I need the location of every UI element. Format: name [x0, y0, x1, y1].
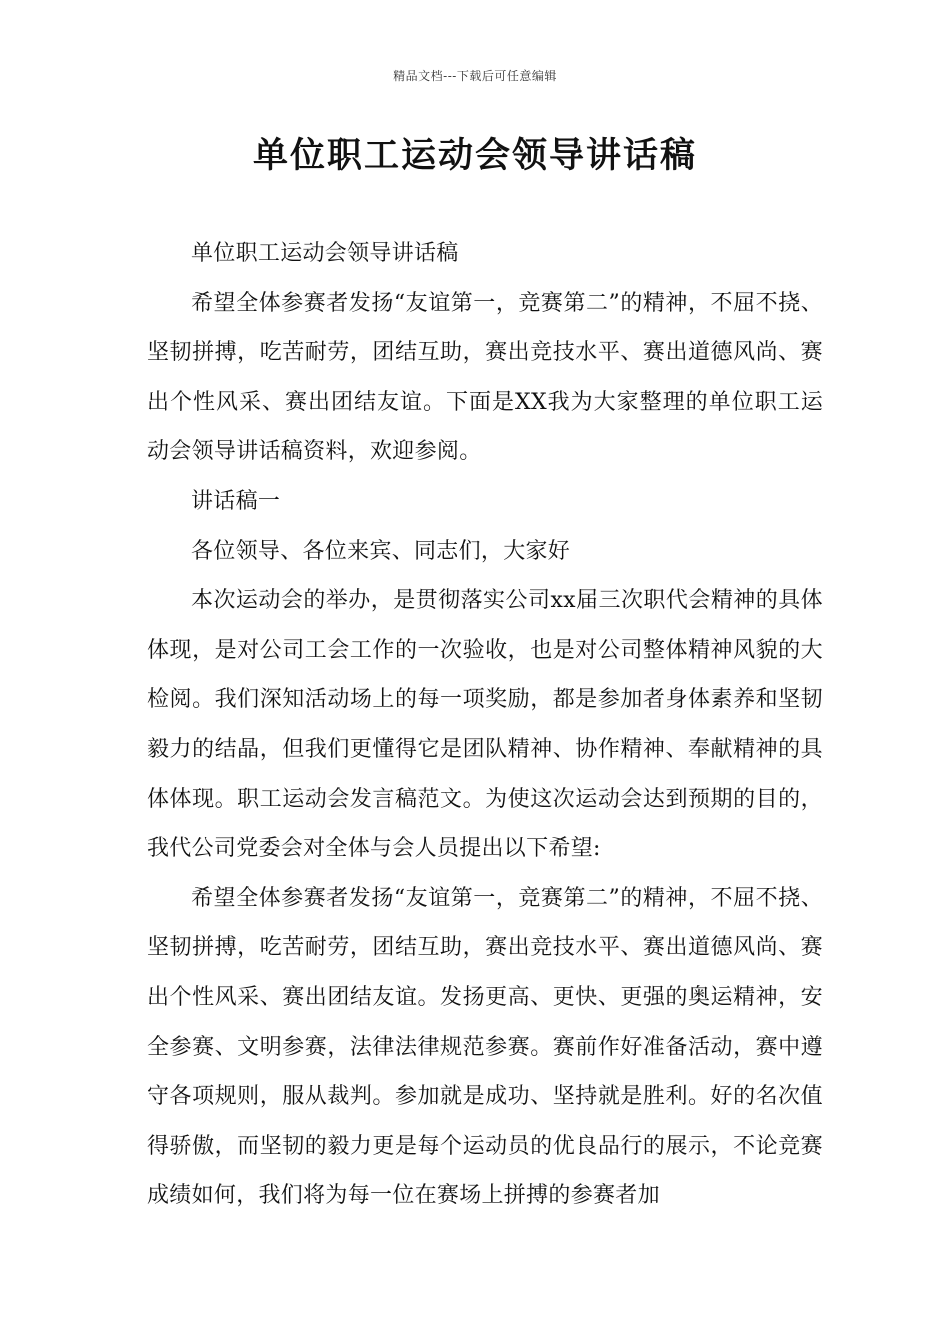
- paragraph-body-1: 本次运动会的举办，是贯彻落实公司xx届三次职代会精神的具体体现，是对公司工会工作的一次验收，也是对公司整体精神风貌的大检阅。我们深知活动场上的每一项奖励，都是参加者身体素养和坚韧毅力的结晶，但我们更懂得它是团队精神、协作精神、奉献精神的具体体现。职工运动会发言稿范文。为使这次运动会达到预期的目的，我代公司党委会对全体与会人员提出以下希望:: [147, 588, 823, 862]
- paragraph-intro: 希望全体参赛者发扬“友谊第一，竞赛第二”的精神，不屈不挠、坚韧拼搏，吃苦耐劳，团结互助，赛出竞技水平、赛出道德风尚、赛出个性风采、赛出团结友谊。下面是XX我为大家整理的单位职工运动会领导讲话稿资料，欢迎参阅。: [147, 290, 823, 465]
- paragraph-greeting: 各位领导、各位来宾、同志们，大家好: [191, 538, 571, 564]
- paragraph-body-2: 希望全体参赛者发扬“友谊第一，竞赛第二”的精神，不屈不挠、坚韧拼搏，吃苦耐劳，团结互助，赛出竞技水平、赛出道德风尚、赛出个性风采、赛出团结友谊。发扬更高、更快、更强的奥运精神，安全参赛、文明参赛，法律法律规范参赛。赛前作好准备活动，赛中遵守各项规则，服从裁判。参加就是成功、坚持就是胜利。好的名次值得骄傲，而坚韧的毅力更是每个运动员的优良品行的展示，不论竞赛成绩如何，我们将为每一位在赛场上拼搏的参赛者加: [147, 885, 823, 1209]
- document-title: 单位职工运动会领导讲话稿: [252, 136, 697, 176]
- paragraph-subtitle: 单位职工运动会领导讲话稿: [191, 241, 459, 266]
- header-note: 精品文档---下载后可任意编辑: [393, 69, 557, 83]
- paragraph-section-heading: 讲话稿一: [191, 488, 281, 514]
- document-body: [147, 229, 823, 1221]
